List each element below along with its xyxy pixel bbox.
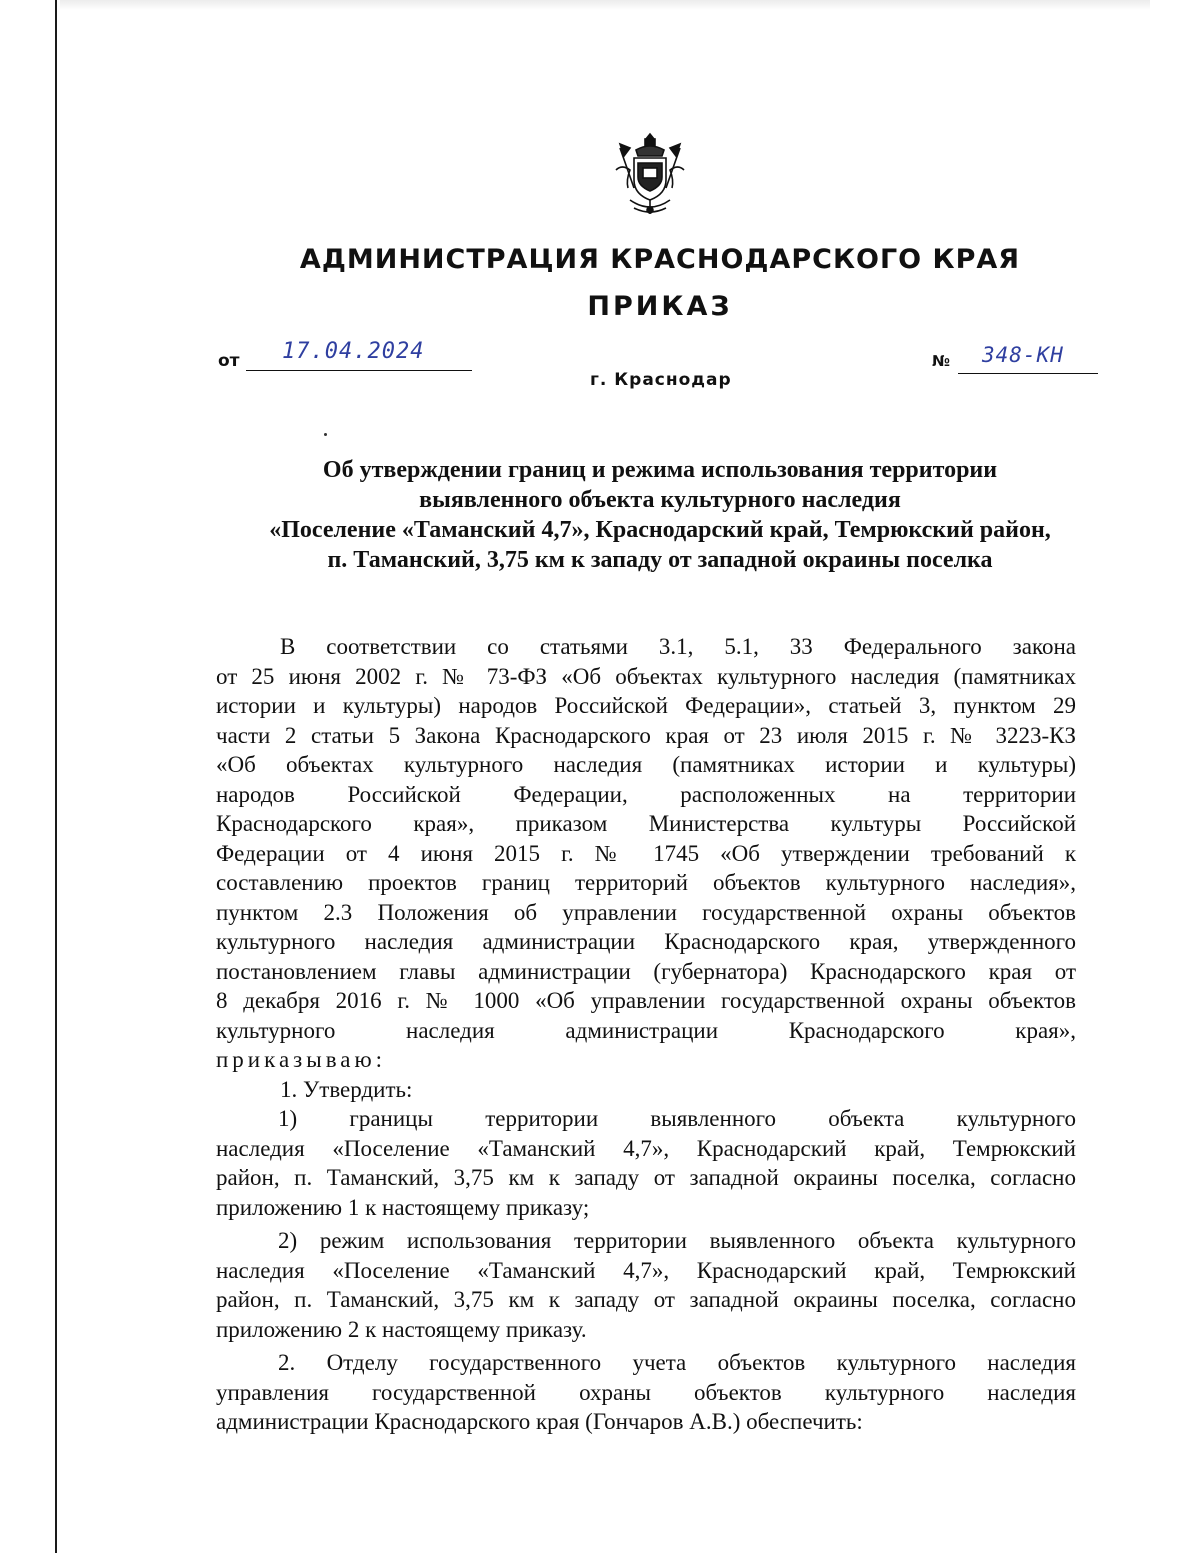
body-line: части 2 статьи 5 Закона Краснодарского края от 23 июля 2015 г. № 3223-КЗ	[216, 722, 1076, 748]
date-label: от	[218, 351, 240, 371]
body-line: «Об объектах культурного наследия (памятниках истории и культуры)	[216, 752, 1076, 777]
body-line: постановлением главы администрации (губернатора) Краснодарского края от	[216, 958, 1076, 984]
handwritten-date: 17.04.2024	[282, 339, 425, 364]
item-1-1-line: приложению 1 к настоящему приказу;	[216, 1194, 590, 1220]
body-line: составлению проектов границ территорий объектов культурного наследия»,	[216, 870, 1076, 895]
item-2-line: управления государственной охраны объектов культурного наследия	[216, 1379, 1076, 1405]
scan-speck	[324, 433, 327, 436]
item-1-2-line: район, п. Таманский, 3,75 км к западу от западной окраины поселка, согласно	[216, 1287, 1076, 1312]
body-line: Федерации от 4 июня 2015 г. № 1745 «Об утверждении требований к	[216, 840, 1076, 866]
item-2-line: 2. Отделу государственного учета объектов культурного наследия	[278, 1350, 1076, 1375]
body-line: от 25 июня 2002 г. № 73-ФЗ «Об объектах культурного наследия (памятниках	[216, 663, 1076, 689]
handwritten-number: 348-КН	[982, 343, 1064, 367]
agency-title: АДМИНИСТРАЦИЯ КРАСНОДАРСКОГО КРАЯ	[299, 244, 1021, 275]
body-line: В соответствии со статьями 3.1, 5.1, 33 Федерального закона	[280, 634, 1076, 659]
body-line: культурного наследия администрации Краснодарского края, утвержденного	[216, 929, 1076, 954]
document-body	[216, 632, 1076, 1437]
body-line: истории и культуры) народов Российской Федерации», статьей 3, пунктом 29	[216, 693, 1076, 718]
item-1-1-line: наследия «Поселение «Таманский 4,7», Краснодарский край, Темрюкский	[216, 1135, 1076, 1161]
document-type: ПРИКАЗ	[587, 291, 733, 322]
subject-line: «Поселение «Таманский 4,7», Краснодарский край, Темрюкский район,	[269, 517, 1051, 543]
item-1-2-line: приложению 2 к настоящему приказу.	[216, 1316, 587, 1342]
body-line: народов Российской Федерации, расположенных на территории	[216, 781, 1076, 807]
body-line: пунктом 2.3 Положения об управлении государственной охраны объектов	[216, 899, 1076, 925]
item-1-2-line: 2) режим использования территории выявленного объекта культурного	[278, 1228, 1076, 1253]
item-1-2-line: наследия «Поселение «Таманский 4,7», Краснодарский край, Темрюкский	[216, 1257, 1076, 1283]
body-line: 8 декабря 2016 г. № 1000 «Об управлении государственной охраны объектов	[216, 988, 1076, 1013]
scan-top-shadow	[60, 0, 1150, 10]
number-label: №	[932, 352, 951, 370]
body-line: Краснодарского края», приказом Министерства культуры Российской	[216, 811, 1076, 836]
item-1: 1. Утвердить:	[280, 1076, 413, 1102]
order-word: приказываю:	[216, 1047, 387, 1072]
item-2-line: администрации Краснодарского края (Гончаров А.В.) обеспечить:	[216, 1409, 863, 1434]
document-subject	[200, 455, 1120, 575]
subject-line: выявленного объекта культурного наследия	[419, 487, 901, 513]
subject-line: п. Таманский, 3,75 км к западу от западной окраины поселка	[327, 547, 993, 573]
item-1-1-line: 1) границы территории выявленного объекта культурного	[278, 1106, 1076, 1131]
item-1-1-line: район, п. Таманский, 3,75 км к западу от западной окраины поселка, согласно	[216, 1165, 1076, 1190]
body-line: культурного наследия администрации Краснодарского края»,	[216, 1017, 1076, 1043]
krasnodar-coat-of-arms-icon	[612, 130, 688, 218]
subject-line: Об утверждении границ и режима использования территории	[322, 457, 998, 483]
scan-left-edge	[55, 0, 57, 1553]
city-label: г. Краснодар	[590, 370, 732, 390]
